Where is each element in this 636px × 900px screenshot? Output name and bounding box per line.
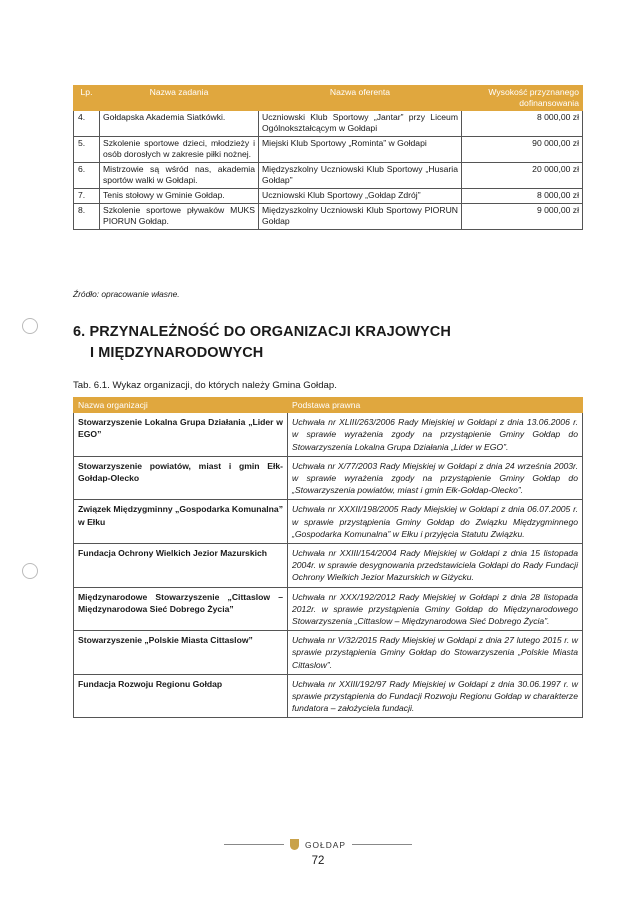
cell-organization: Fundacja Ochrony Wielkich Jezior Mazurskich — [74, 544, 288, 588]
cell-lp: 5. — [74, 137, 100, 163]
section-number: 6. — [73, 324, 86, 340]
goldap-logo — [224, 839, 412, 850]
table-row — [74, 137, 583, 163]
grants-table — [73, 85, 583, 230]
header-organization-name: Nazwa organizacji — [74, 398, 288, 413]
cell-organization: Związek Międzygminny „Gospodarka Komunalna” w Ełku — [74, 500, 288, 544]
source-note: Źródło: opracowanie własne. — [73, 289, 180, 299]
header-legal-basis: Podstawa prawna — [288, 398, 583, 413]
organizations-table-header — [74, 398, 583, 413]
cell-amount: 9 000,00 zł — [462, 204, 583, 230]
table-row — [74, 204, 583, 230]
cell-amount: 90 000,00 zł — [462, 137, 583, 163]
organizations-table — [73, 397, 583, 718]
header-bidder-name: Nazwa oferenta — [259, 86, 462, 111]
header-task-name: Nazwa zadania — [100, 86, 259, 111]
cell-task: Szkolenie sportowe pływaków MUKS PIORUN Gołdap. — [100, 204, 259, 230]
table-row — [74, 674, 583, 718]
cell-organization: Stowarzyszenie Lokalna Grupa Działania „Lider w EGO” — [74, 413, 288, 457]
page-footer — [0, 832, 636, 850]
section-title-line1: PRZYNALEŻNOŚĆ DO ORGANIZACJI KRAJOWYCH — [89, 324, 451, 340]
table-row — [74, 111, 583, 137]
table-row — [74, 544, 583, 588]
cell-legal-basis: Uchwała nr XXIII/192/97 Rady Miejskiej w Gołdapi z dnia 30.06.1997 r. w sprawie przystąpienia do Fundacji Rozwoju Regionu Gołdap w charakterze fundatora – założyciela fundacji. — [288, 674, 583, 718]
table-row — [74, 163, 583, 189]
page-number: 72 — [311, 855, 325, 867]
grants-table-header — [74, 86, 583, 111]
cell-organization: Stowarzyszenie „Polskie Miasta Cittaslow” — [74, 631, 288, 675]
table-caption: Tab. 6.1. Wykaz organizacji, do których należy Gmina Gołdap. — [73, 380, 337, 391]
cell-legal-basis: Uchwała nr V/32/2015 Rady Miejskiej w Gołdapi z dnia 27 lutego 2015 r. w sprawie przystąpienia Gminy Gołdap do Stowarzyszenia „Polskie Miasta Cittaslow”. — [288, 631, 583, 675]
cell-task: Szkolenie sportowe dzieci, młodzieży i osób dorosłych w zakresie piłki nożnej. — [100, 137, 259, 163]
cell-bidder: Międzyszkolny Uczniowski Klub Sportowy „Husaria Gołdap” — [259, 163, 462, 189]
table-row — [74, 189, 583, 204]
cell-organization: Fundacja Rozwoju Regionu Gołdap — [74, 674, 288, 718]
logo-text: GOŁDAP — [305, 839, 346, 850]
table-row — [74, 500, 583, 544]
shield-icon — [290, 839, 299, 850]
cell-amount: 8 000,00 zł — [462, 189, 583, 204]
table-row — [74, 413, 583, 457]
cell-bidder: Uczniowski Klub Sportowy „Jantar” przy Liceum Ogólnokształcącym w Gołdapi — [259, 111, 462, 137]
cell-lp: 7. — [74, 189, 100, 204]
section-title-line2: I MIĘDZYNARODOWYCH — [90, 345, 264, 361]
cell-bidder: Uczniowski Klub Sportowy „Gołdap Zdrój” — [259, 189, 462, 204]
cell-lp: 6. — [74, 163, 100, 189]
cell-task: Gołdapska Akademia Siatkówki. — [100, 111, 259, 137]
section-heading — [73, 322, 451, 364]
cell-organization: Międzynarodowe Stowarzyszenie „Cittaslow – Międzynarodowa Sieć Dobrego Życia” — [74, 587, 288, 631]
cell-task: Tenis stołowy w Gminie Gołdap. — [100, 189, 259, 204]
cell-lp: 8. — [74, 204, 100, 230]
footer-rule-left — [224, 844, 284, 845]
cell-legal-basis: Uchwała nr XXX/192/2012 Rady Miejskiej w Gołdapi z dnia 28 listopada 2012r. w sprawie przystąpienia Gminy Gołdap do Międzynarodowego Stowarzyszenia „Cittaslow – Międzynarodowa Sieć Dobrego Życia”. — [288, 587, 583, 631]
cell-legal-basis: Uchwała nr X/77/2003 Rady Miejskiej w Gołdapi z dnia 24 września 2003r. w sprawie wyrażenia zgody na przystąpienie Gminy Gołdap do „Stowarzyszenia powiatów, miast i gmin Ełk-Gołdap-Olecko”. — [288, 456, 583, 500]
cell-amount: 20 000,00 zł — [462, 163, 583, 189]
cell-legal-basis: Uchwała nr XXXII/198/2005 Rady Miejskiej w Gołdapi z dnia 06.07.2005 r. w sprawie przystąpienia Gminy Gołdap do Związku Międzygminnego „Gospodarka Komunalna” w Ełku i przyjęcia Statutu Związku. — [288, 500, 583, 544]
cell-bidder: Międzyszkolny Uczniowski Klub Sportowy PIORUN Gołdap — [259, 204, 462, 230]
cell-amount: 8 000,00 zł — [462, 111, 583, 137]
footer-rule-right — [352, 844, 412, 845]
punch-hole-mark — [22, 563, 38, 579]
cell-bidder: Miejski Klub Sportowy „Rominta” w Gołdapi — [259, 137, 462, 163]
cell-legal-basis: Uchwała nr XXIII/154/2004 Rady Miejskiej w Gołdapi z dnia 15 listopada 2004r. w sprawie desygnowania przedstawiciela Gołdapi do Rady Fundacji Ochrony Wielkich Jezior Mazurskich w Giżycku. — [288, 544, 583, 588]
punch-hole-mark — [22, 318, 38, 334]
header-amount: Wysokość przyznanego dofinansowania — [462, 86, 583, 111]
cell-legal-basis: Uchwała nr XLIII/263/2006 Rady Miejskiej w Gołdapi z dnia 13.06.2006 r. w sprawie wyrażenia zgody na przystąpienie Gminy Gołdap do Stowarzyszenia Lokalna Grupa Działania „Lider w EGO”. — [288, 413, 583, 457]
table-row — [74, 456, 583, 500]
table-row — [74, 587, 583, 631]
header-lp: Lp. — [74, 86, 100, 111]
cell-organization: Stowarzyszenie powiatów, miast i gmin Ełk-Gołdap-Olecko — [74, 456, 288, 500]
cell-task: Mistrzowie są wśród nas, akademia sportów walki w Gołdapi. — [100, 163, 259, 189]
cell-lp: 4. — [74, 111, 100, 137]
table-row — [74, 631, 583, 675]
